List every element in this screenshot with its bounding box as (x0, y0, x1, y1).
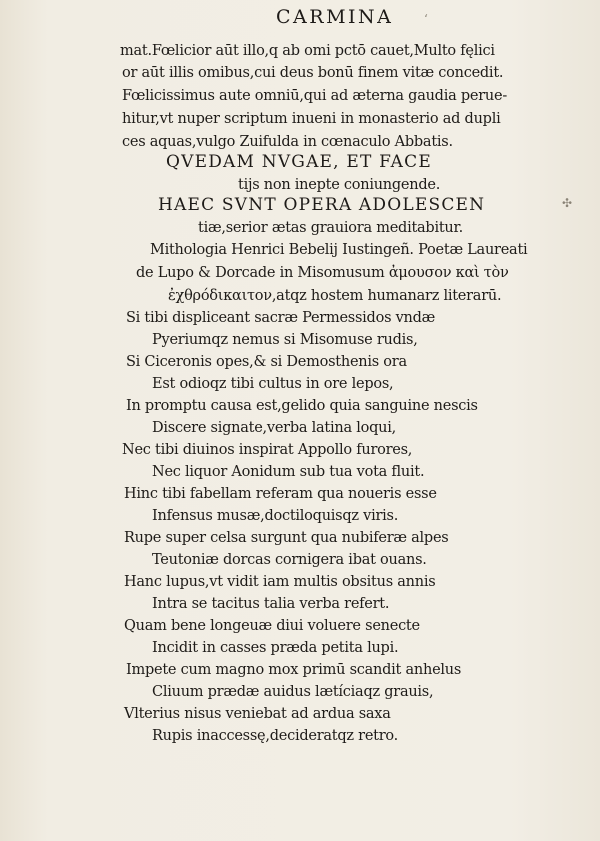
text-line: tijs non inepte coniungende. (238, 177, 441, 193)
verse-line: Teutoniæ dorcas cornigera ibat ouans. (152, 552, 427, 568)
text-line: Fœlicissimus aute omniū,qui ad æterna gaudia perue‐ (122, 88, 507, 104)
verse-line: Nec liquor Aonidum sub tua vota fluit. (152, 464, 425, 480)
section-heading: QVEDAM NVGAE, ET FACE (166, 152, 432, 172)
title-line: Mithologia Henrici Bebelij Iustingeñ. Poetæ Laureati (150, 242, 528, 258)
verse-line: Si tibi displiceant sacræ Permessidos vndæ (126, 310, 436, 326)
verse-line: Cliuum prædæ auidus lætíciaqz grauis, (152, 684, 434, 700)
margin-mark: ‘ (424, 12, 428, 26)
verse-line: In promptu causa est,gelido quia sanguine nescis (126, 398, 478, 414)
text-line: tiæ,serior ætas grauiora meditabitur. (198, 220, 463, 236)
verse-line: Rupe super celsa surgunt qua nubiferæ alpes (124, 530, 449, 546)
verse-line: Hanc lupus,vt vidit iam multis obsitus annis (124, 574, 436, 590)
margin-mark: ✣ (562, 196, 573, 210)
verse-line: Vlterius nisus veniebat ad ardua saxa (124, 706, 391, 722)
section-heading: HAEC SVNT OPERA ADOLESCEN (158, 195, 486, 215)
text-line: or aūt illis omibus,cui deus bonū finem vitæ concedit. (122, 65, 504, 81)
text-line: ces aquas,vulgo Zuifulda in cœnaculo Abbatis. (122, 134, 453, 150)
verse-line: Intra se tacitus talia verba refert. (152, 596, 390, 612)
title-line: de Lupo & Dorcade in Misomusum ἀμουσον καὶ τὸν (136, 265, 509, 281)
verse-line: Si Ciceronis opes,& si Demosthenis ora (126, 354, 407, 370)
text-line: hitur,vt nuper scriptum inueni in monasterio ad dupli (122, 111, 501, 127)
verse-line: Nec tibi diuinos inspirat Appollo furores, (122, 442, 413, 458)
verse-line: Rupis inaccessę,decideratqz retro. (152, 728, 399, 744)
running-header: CARMINA (276, 6, 394, 28)
verse-line: Infensus musæ,doctiloquisqz viris. (152, 508, 399, 524)
verse-line: Impete cum magno mox primū scandit anhelus (126, 662, 462, 678)
verse-line: Quam bene longeuæ diui voluere senecte (124, 618, 420, 634)
verse-line: Est odioqz tibi cultus in ore lepos, (152, 376, 394, 392)
title-line: ἐχθρόδικαιτον,atqz hostem humanarz literarū. (168, 288, 502, 304)
verse-line: Hinc tibi fabellam referam qua noueris esse (124, 486, 437, 502)
verse-line: Incidit in casses præda petita lupi. (152, 640, 399, 656)
verse-line: Discere signate,verba latina loqui, (152, 420, 396, 436)
verse-line: Pyeriumqz nemus si Misomuse rudis, (152, 332, 418, 348)
text-line: mat.Fœlicior aūt illo,q ab omi pctō cauet,Multo fęlici (120, 43, 495, 59)
